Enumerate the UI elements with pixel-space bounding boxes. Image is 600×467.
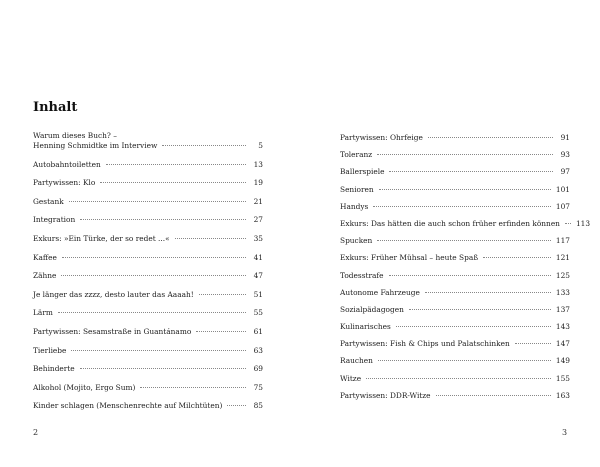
toc-entry-page: 117: [555, 236, 570, 246]
toc-entry: [33, 290, 263, 300]
toc-entry-page: 133: [555, 287, 570, 297]
dot-leader: [409, 309, 551, 310]
toc-entry-title: Zähne: [33, 271, 57, 281]
toc-entry-page: 147: [555, 339, 570, 349]
dot-leader: [140, 387, 246, 388]
toc-entry-page: 55: [253, 308, 263, 318]
toc-entry-page: 21: [253, 196, 263, 206]
dot-leader: [378, 360, 551, 361]
toc-entry: [33, 178, 263, 188]
toc-entry-page: 61: [253, 326, 263, 336]
dot-leader: [428, 137, 553, 138]
dot-leader: [515, 343, 551, 344]
toc-entry-title: Spucken: [340, 236, 373, 246]
dot-leader: [389, 171, 553, 172]
toc-entry: [340, 133, 570, 143]
toc-entry-page: 91: [560, 133, 570, 142]
toc-entry: [340, 253, 570, 263]
dot-leader: [199, 294, 246, 295]
toc-entry-page: 27: [253, 215, 263, 225]
toc-entry: [340, 356, 570, 366]
toc-entry-page: 69: [253, 364, 263, 374]
toc-entry-page: 41: [253, 252, 263, 262]
toc-entry: [340, 218, 591, 229]
toc-entry: [340, 167, 570, 177]
dot-leader: [80, 368, 246, 369]
toc-entry: [33, 346, 263, 356]
toc-entry-page: 125: [555, 270, 570, 280]
toc-entry: [33, 197, 263, 207]
toc-entry-title: Kaffee: [33, 252, 57, 262]
toc-entry-title: Toleranz: [340, 150, 373, 160]
dot-leader: [196, 331, 246, 332]
toc-entry: [33, 253, 263, 263]
page-number-right: 3: [562, 428, 568, 437]
toc-entry-title: Lärm: [33, 308, 53, 318]
toc-entry: [340, 236, 570, 246]
toc-entry: [340, 305, 570, 315]
toc-entry-title: Handys: [340, 201, 369, 211]
toc-entry-title: Integration: [33, 215, 76, 225]
toc-entry-title: Witze: [340, 373, 362, 383]
toc-entry: [33, 215, 263, 225]
toc-entry-title: Exkurs: Früher Mühsal – heute Spaß: [340, 253, 479, 263]
toc-entry: [340, 150, 570, 160]
toc-entry-line: Warum dieses Buch? –: [33, 131, 117, 140]
dot-leader: [377, 154, 553, 155]
toc-entry-title: Partywissen: DDR-Witze: [340, 390, 431, 400]
toc-entry: [33, 160, 263, 170]
toc-entry-title: Partywissen: Fish & Chips und Palatschinken: [340, 339, 510, 349]
toc-entry-title: Tierliebe: [33, 345, 67, 355]
dot-leader: [425, 292, 551, 293]
toc-entry-title: Ballerspiele: [340, 167, 385, 177]
dot-leader: [565, 223, 571, 224]
dot-leader: [61, 275, 246, 276]
dot-leader: [162, 145, 246, 146]
toc-entry: [340, 271, 570, 281]
dot-leader: [377, 240, 551, 241]
toc-entry-title: Kulinarisches: [340, 322, 391, 332]
toc-entry-page: 85: [253, 401, 263, 411]
toc-entry: [33, 327, 263, 337]
toc-entry: [340, 202, 570, 212]
toc-entry-page: 113: [575, 218, 591, 228]
dot-leader: [175, 238, 246, 239]
toc-left-column: [33, 131, 263, 411]
dot-leader: [62, 257, 246, 258]
toc-entry: [33, 271, 263, 281]
toc-entry-page: 35: [253, 233, 263, 243]
toc-heading: Inhalt: [33, 100, 78, 115]
toc-entry-title: Behinderte: [33, 364, 75, 374]
toc-entry: [33, 308, 263, 318]
toc-entry-page: 121: [555, 253, 570, 263]
toc-entry-page: 101: [555, 184, 570, 194]
toc-entry-page: 97: [560, 167, 570, 177]
toc-entry: [33, 364, 263, 374]
toc-entry-title: Kinder schlagen (Menschenrechte auf Milchtüten): [33, 401, 223, 411]
toc-entry-page: 93: [560, 150, 570, 160]
page-number-left: 2: [33, 428, 39, 437]
toc-entry-title: Todesstrafe: [340, 270, 384, 280]
dot-leader: [373, 206, 551, 207]
toc-entry-title: Rauchen: [340, 356, 373, 366]
toc-entry-page: 19: [253, 178, 263, 188]
toc-entry-page: 51: [253, 289, 263, 299]
toc-entry-title: Sozialpädagogen: [340, 304, 404, 314]
toc-entry: [33, 383, 263, 393]
toc-entry-title: Alkohol (Mojito, Ergo Sum): [33, 382, 136, 392]
toc-entry: [340, 339, 570, 349]
toc-entry-page: 143: [555, 322, 570, 332]
dot-leader: [379, 189, 551, 190]
toc-entry-title: Exkurs: Das hätten die auch schon früher erfinden können: [340, 218, 560, 228]
toc-entry-page: 149: [555, 356, 570, 366]
toc-entry-page: 47: [253, 271, 263, 281]
toc-entry: [340, 374, 570, 384]
toc-entry: [340, 391, 570, 401]
toc-entry-title: Autonome Fahrzeuge: [340, 287, 420, 297]
toc-entry-title: Senioren: [340, 184, 374, 194]
toc-entry-title: Partywissen: Klo: [33, 178, 96, 188]
toc-entry: [33, 234, 263, 244]
dot-leader: [483, 257, 551, 258]
dot-leader: [106, 164, 246, 165]
toc-entry-title: Partywissen: Ohrfeige: [340, 133, 423, 142]
dot-leader: [71, 350, 246, 351]
dot-leader: [389, 275, 551, 276]
toc-entry-page: 5: [258, 141, 263, 150]
toc-entry-title: Henning Schmidtke im Interview: [33, 141, 158, 150]
toc-entry-page: 63: [253, 345, 263, 355]
toc-entry-title: Je länger das zzzz, desto lauter das Aaaah!: [33, 289, 194, 299]
toc-entry-page: 137: [555, 304, 570, 314]
toc-entry-page: 75: [253, 382, 263, 392]
toc-entry: [33, 401, 263, 411]
toc-right-column: [340, 133, 591, 401]
toc-entry-title: Autobahntoiletten: [33, 159, 101, 169]
toc-entry-page: 155: [555, 373, 570, 383]
dot-leader: [227, 405, 246, 406]
dot-leader: [396, 326, 551, 327]
dot-leader: [436, 395, 551, 396]
dot-leader: [80, 219, 246, 220]
toc-entry-page: 13: [253, 159, 263, 169]
toc-entry-title: Exkurs: »Ein Türke, der so redet ...«: [33, 233, 170, 243]
toc-entry-page: 163: [555, 390, 570, 400]
toc-entry-title: Partywissen: Sesamstraße in Guantánamo: [33, 326, 192, 336]
toc-entry: [340, 322, 570, 332]
dot-leader: [100, 182, 246, 183]
dot-leader: [366, 378, 551, 379]
toc-entry: [33, 131, 263, 151]
toc-entry-title: Gestank: [33, 196, 64, 206]
toc-entry: [340, 288, 570, 298]
toc-entry: [340, 185, 570, 195]
dot-leader: [69, 201, 246, 202]
toc-entry-page: 107: [555, 201, 570, 211]
dot-leader: [58, 312, 246, 313]
